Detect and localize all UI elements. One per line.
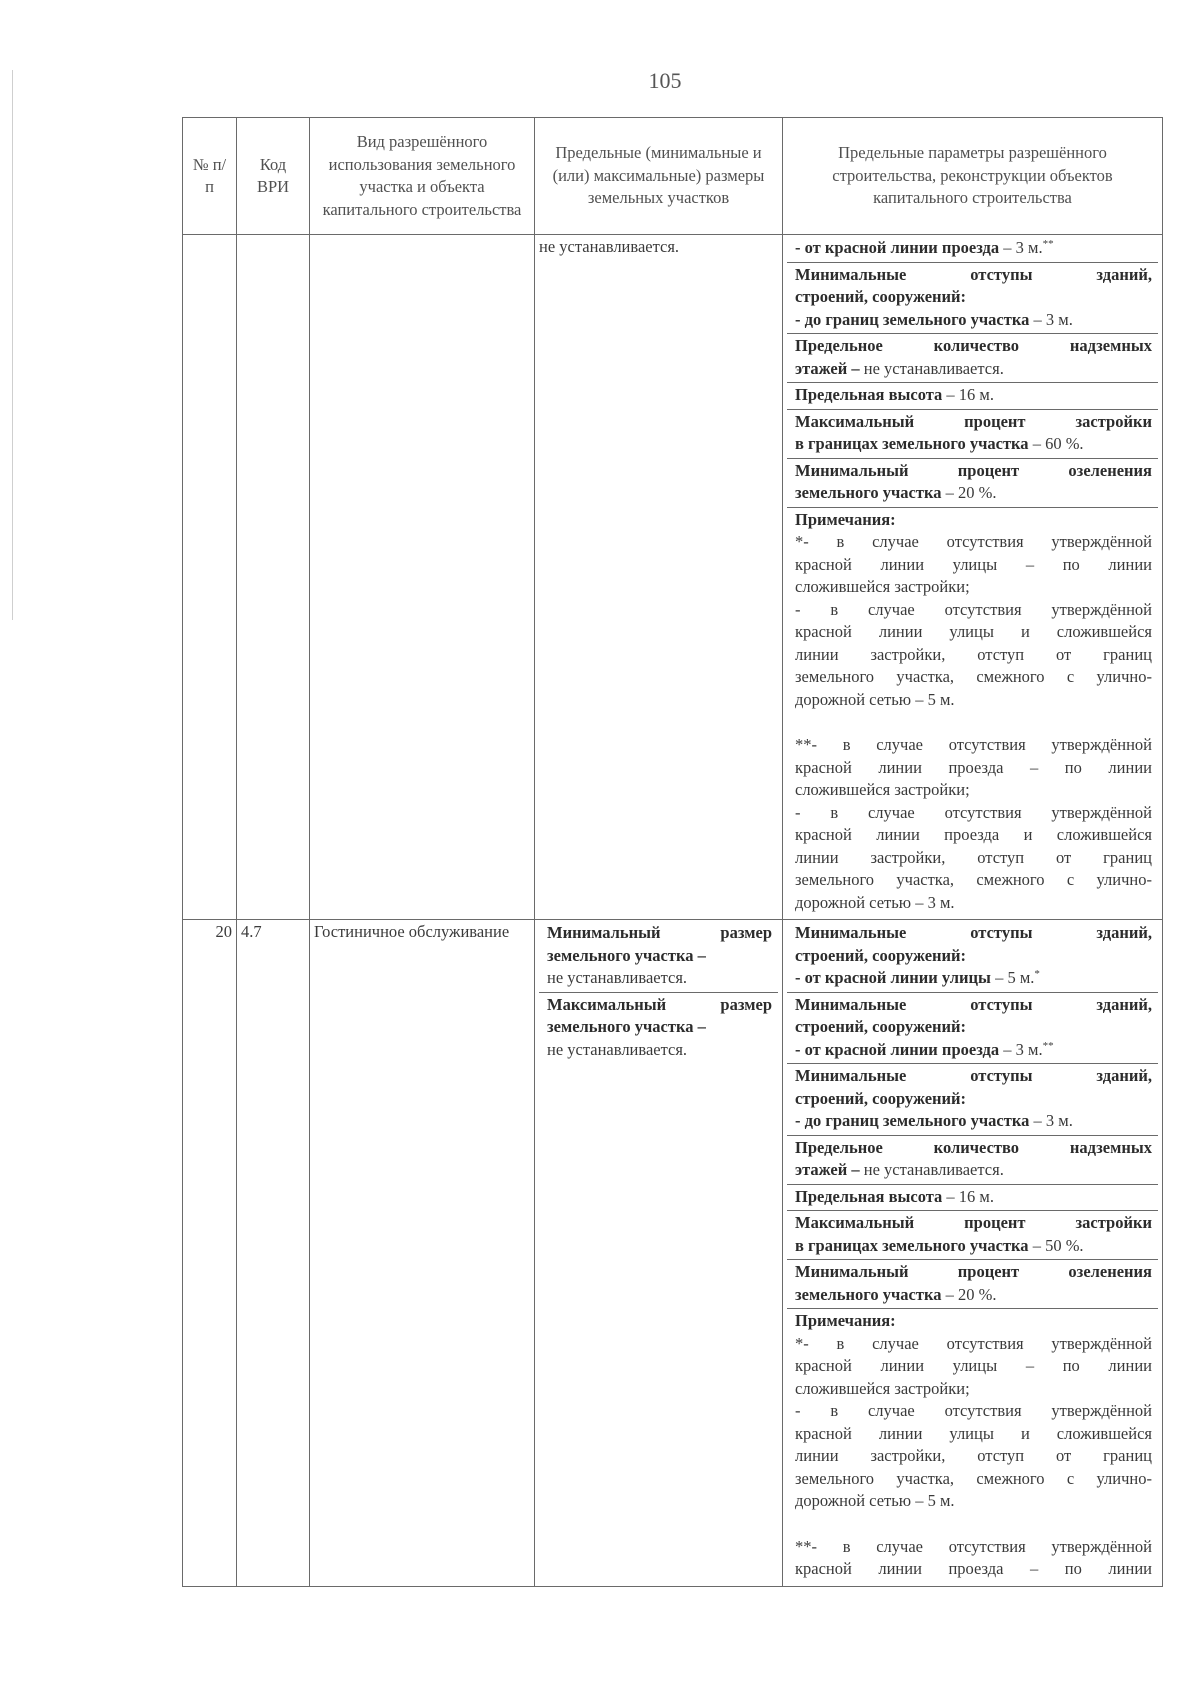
param-title: Минимальные отступы зданий, [795,923,1152,942]
size-title: земельного участка – [547,1017,706,1036]
param-title: строений, сооружений: [795,945,967,965]
param-offsets-drive [787,993,1158,1065]
param-value: – 3 м. [999,1039,1043,1059]
param-min-green [787,1260,1158,1309]
param-height [787,383,1158,410]
note-line: - в случае отсутствия утверждённой [795,802,1152,822]
param-value: – 50 %. [1028,1235,1084,1255]
notes-title: Примечания: [795,509,896,529]
note-line: красной линии проезда – по линии [795,757,1152,777]
param-label: Предельная высота [795,385,943,404]
param-label: этажей – [795,358,860,378]
cell-params [783,920,1163,1587]
note-line: дорожной сетью – 3 м. [795,892,955,912]
param-title: Минимальные отступы зданий, [795,994,1152,1014]
param-offsets-street [787,921,1158,993]
note-line: сложившейся застройки; [795,1378,970,1398]
param-label: - от красной линии проезда [795,238,1000,257]
param-value: не устанавливается. [859,358,1004,378]
note-line: **- в случае отсутствия утверждённой [795,735,1152,754]
param-value: – 16 м. [942,1186,994,1206]
footnote-mark: ** [1042,238,1054,250]
param-label: - до границ земельного участка [795,309,1030,329]
param-label: земельного участка [795,1284,942,1304]
param-floors [787,1136,1158,1185]
note-line: красной линии улицы и сложившейся [795,1423,1152,1443]
cell-num-empty [183,235,237,920]
footnote-mark: * [1034,968,1040,980]
param-label: - от красной линии проезда [795,1039,1000,1059]
size-title: земельного участка – [547,945,706,965]
param-value: – 20 %. [941,483,997,502]
param-title: Минимальные отступы зданий, [795,1066,1152,1085]
note-line: - в случае отсутствия утверждённой [795,599,1152,619]
note-line: дорожной сетью – 5 м. [795,1491,955,1510]
param-value: – 60 %. [1028,434,1084,453]
note-line: земельного участка, смежного с улично- [795,870,1152,889]
note-gap [795,711,1152,734]
param-value: – 3 м. [999,238,1043,257]
header-code: Код ВРИ [237,118,310,235]
param-title: Минимальный процент озеленения [795,1262,1152,1281]
note-line: - в случае отсутствия утверждённой [795,1401,1152,1420]
param-value: – 20 %. [941,1284,997,1304]
note-line: красной линии улицы и сложившейся [795,622,1152,641]
note-line: **- в случае отсутствия утверждённой [795,1536,1152,1556]
note-line: красной линии улицы – по линии [795,1356,1152,1375]
param-title: Минимальный процент озеленения [795,460,1152,480]
param-value: – 3 м. [1029,309,1073,329]
cell-use-empty [310,235,535,920]
note-gap [795,1513,1152,1536]
size-value: не устанавливается. [547,1039,688,1059]
note-line: красной линии проезда – по линии [795,1559,1152,1578]
page-number: 105 [648,68,682,93]
note-line: земельного участка, смежного с улично- [795,1468,1152,1488]
table-row-continued [183,235,1163,920]
size-value: не устанавливается. [547,968,688,987]
note-line: сложившейся застройки; [795,780,970,799]
note-line: линии застройки, отступ от границ [795,847,1152,867]
param-title: Минимальные отступы зданий, [795,264,1152,284]
param-label: в границах земельного участка [795,434,1029,453]
header-num: № п/п [183,118,237,235]
cell-num: 20 [183,920,237,1587]
param-label: - до границ земельного участка [795,1111,1030,1130]
param-value: не устанавливается. [859,1160,1004,1179]
cell-size [535,235,783,920]
param-title: Максимальный процент застройки [795,411,1152,431]
cell-size [535,920,783,1587]
param-title: Предельное количество надземных [795,336,1152,355]
notes-title: Примечания: [795,1311,896,1330]
note-line: *- в случае отсутствия утверждённой [795,532,1152,551]
param-title: строений, сооружений: [795,287,967,306]
param-label: земельного участка [795,483,942,502]
notes-lines [795,531,1152,914]
cell-code-empty [237,235,310,920]
notes-lines [795,1333,1152,1581]
footnote-mark: ** [1042,1039,1054,1052]
note-line: *- в случае отсутствия утверждённой [795,1333,1152,1353]
param-offsets-borders [787,1064,1158,1136]
table-header-row [183,118,1163,235]
param-max-build [787,410,1158,459]
note-line: красной линии улицы – по линии [795,554,1152,574]
param-min-offsets [787,263,1158,335]
note-line: земельного участка, смежного с улично- [795,667,1152,686]
param-value: – 5 м. [990,968,1035,987]
size-text: не устанавливается. [539,237,680,256]
note-line: красной линии проезда и сложившейся [795,825,1152,844]
max-size-block [539,993,778,1064]
note-line: линии застройки, отступ от границ [795,644,1152,664]
param-value: – 3 м. [1029,1111,1073,1130]
param-label: - от красной линии улицы [795,968,991,987]
param-title: строений, сооружений: [795,1017,967,1036]
param-title: Максимальный процент застройки [795,1213,1152,1232]
size-title: Минимальный размер [547,923,772,942]
param-min-green [787,459,1158,508]
notes-block [787,508,1158,919]
param-title: Предельное количество надземных [795,1137,1152,1157]
land-use-regulations-table [182,117,1163,1587]
header-size: Предельные (минимальные и (или) максимальные) размеры земельных участков [535,118,783,235]
param-height [787,1185,1158,1212]
param-value: – 16 м. [942,385,994,404]
scan-edge-mark [12,70,13,620]
param-label: этажей – [795,1160,860,1179]
note-line: линии застройки, отступ от границ [795,1446,1152,1465]
header-params: Предельные параметры разрешённого строительства, реконструкции объектов капитального строительства [783,118,1163,235]
param-max-build [787,1211,1158,1260]
cell-params [783,235,1163,920]
cell-code: 4.7 [237,920,310,1587]
note-line: дорожной сетью – 5 м. [795,689,955,709]
param-label: в границах земельного участка [795,1235,1029,1255]
table-row-20 [183,920,1163,1587]
param-label: Предельная высота [795,1186,943,1206]
size-title: Максимальный размер [547,994,772,1014]
param-floors [787,334,1158,383]
note-line: сложившейся застройки; [795,577,970,596]
notes-block [787,1309,1158,1585]
param-red-line-drive [787,236,1158,263]
cell-use: Гостиничное обслуживание [310,920,535,1587]
param-title: строений, сооружений: [795,1088,967,1108]
header-use: Вид разрешённого использования земельного участка и объекта капитального строительства [310,118,535,235]
min-size-block [539,921,778,993]
